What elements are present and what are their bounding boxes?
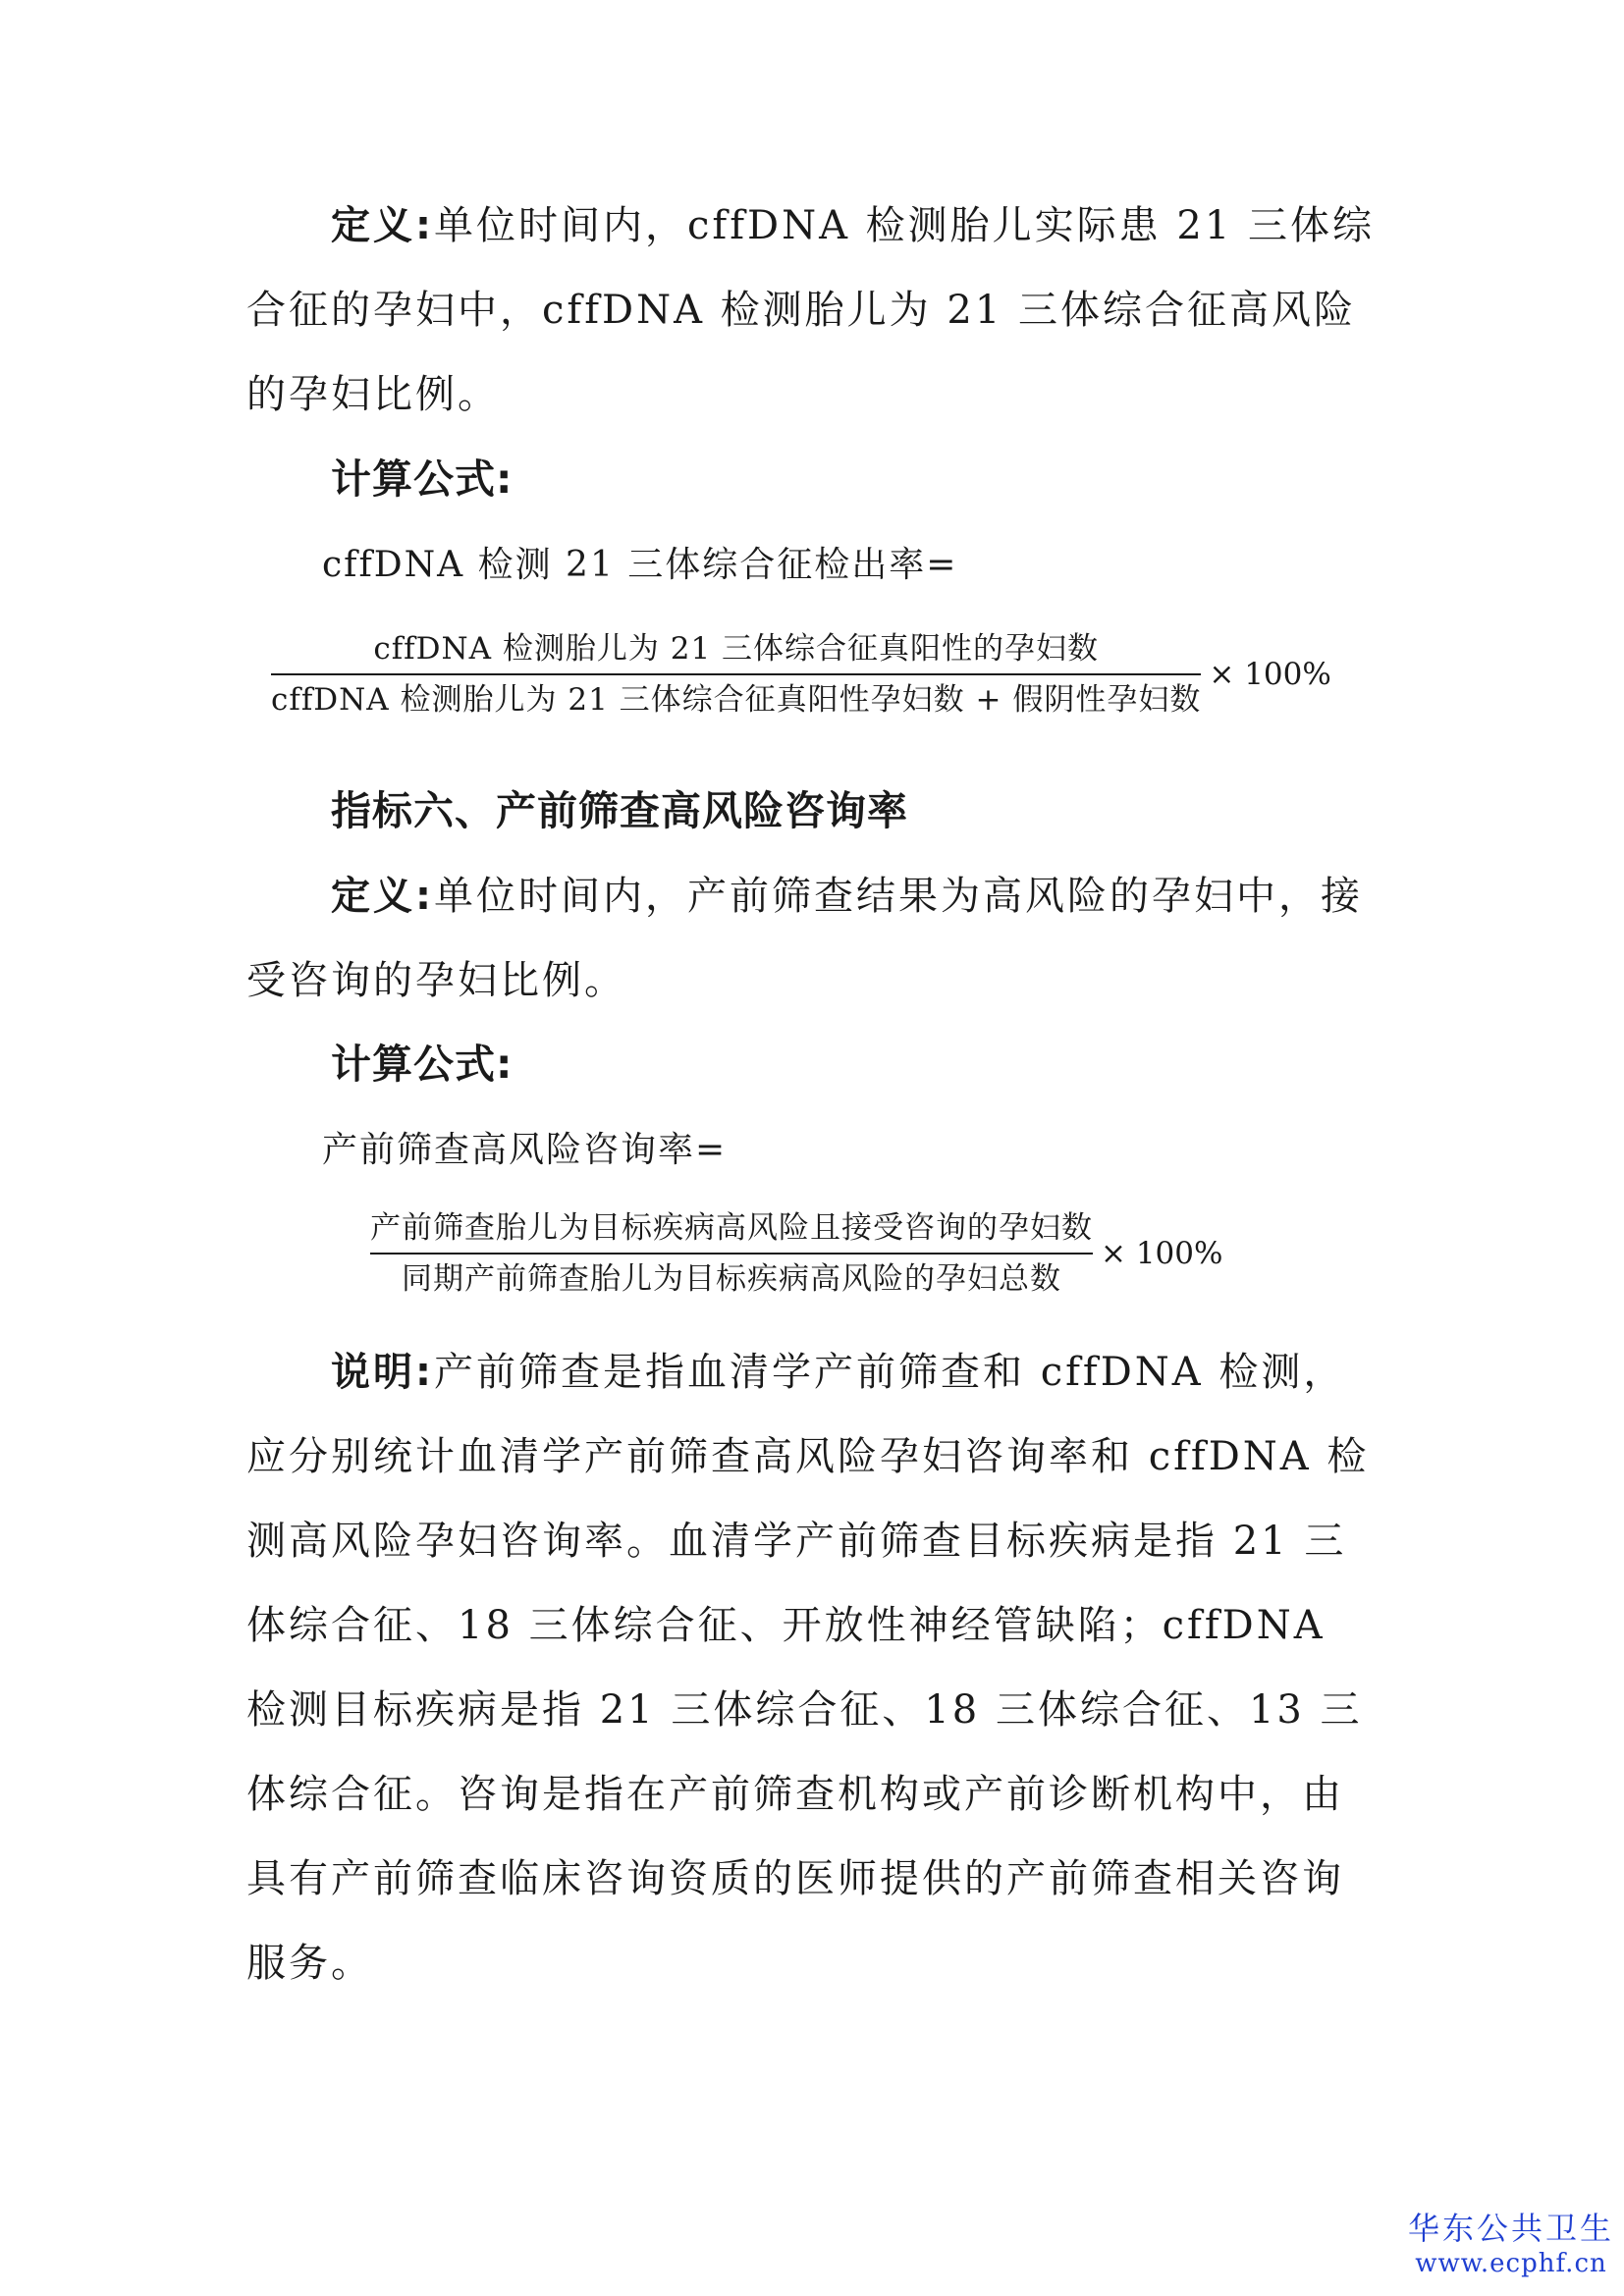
formula-multiplier-2: × 100% [1101, 1236, 1223, 1271]
note-paragraph [246, 1330, 1378, 2005]
definition-paragraph-1 [246, 184, 1378, 437]
formula-lhs-2: 产前筛查高风险咨询率= [322, 1130, 728, 1170]
formula-fraction-2 [370, 1203, 1222, 1304]
calc-formula-heading-1: 计算公式: [331, 455, 514, 503]
note-label: 说明: [331, 1350, 434, 1395]
definition-label: 定义: [331, 874, 434, 919]
watermark-name: 华东公共卫生 [1407, 2210, 1614, 2247]
formula-multiplier-1: × 100% [1209, 657, 1331, 692]
definition-text: 单位时间内，cffDNA 检测胎儿实际患 21 三体综合征的孕妇中，cffDNA 检测胎儿为 21 三体综合征高风险的孕妇比例。 [246, 203, 1376, 417]
watermark-url: www.ecphf.cn [1415, 2249, 1607, 2278]
calc-formula-heading-2: 计算公式: [331, 1041, 514, 1088]
formula-fraction-1 [271, 624, 1331, 724]
formula-denominator-1: cffDNA 检测胎儿为 21 三体综合征真阳性孕妇数 + 假阴性孕妇数 [271, 682, 1202, 718]
formula-denominator-2: 同期产前筛查胎儿为目标疾病高风险的孕妇总数 [402, 1261, 1061, 1297]
definition-label: 定义: [331, 203, 434, 248]
watermark [1408, 2204, 1614, 2278]
note-text: 产前筛查是指血清学产前筛查和 cffDNA 检测，应分别统计血清学产前筛查高风险孕妇咨询率和 cffDNA 检测高风险孕妇咨询率。血清学产前筛查目标疾病是指 21 三体综合征、18 三体综合征、开放性神经管缺陷；cffDNA 检测目标疾病是指 21 三体综合征、18 三体综合征、13 三体综合征。咨询是指在产前筛查机构或产前诊断机构中，由具有产前筛查临床咨询资质的医师提供的产前筛查相关咨询服务。 [246, 1350, 1370, 1986]
definition-paragraph-2 [246, 854, 1378, 1023]
formula-lhs-1: cffDNA 检测 21 三体综合征检出率= [322, 545, 958, 585]
formula-numerator-1: cffDNA 检测胎儿为 21 三体综合征真阳性的孕妇数 [373, 631, 1100, 667]
definition-text: 单位时间内，产前筛查结果为高风险的孕妇中，接受咨询的孕妇比例。 [246, 874, 1363, 1003]
formula-numerator-2: 产前筛查胎儿为目标疾病高风险且接受咨询的孕妇数 [370, 1210, 1093, 1246]
section-title-indicator-6: 指标六、产前筛查高风险咨询率 [331, 787, 908, 834]
